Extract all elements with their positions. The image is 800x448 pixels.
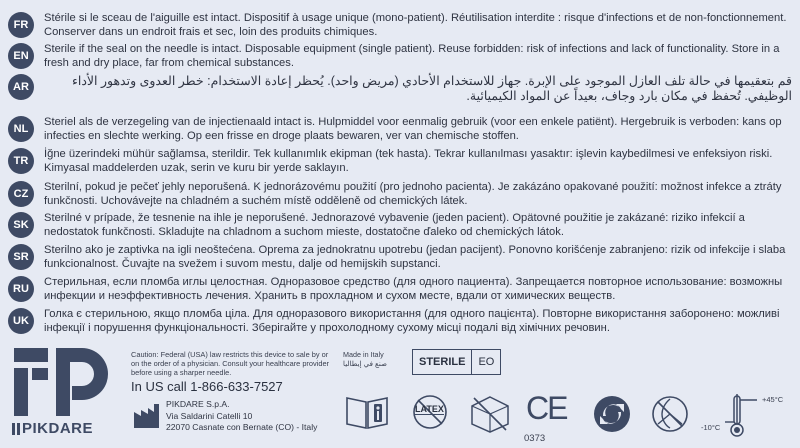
language-badge: NL <box>8 116 34 142</box>
instruction-text: İğne üzerindeki mühür sağlamsa, sterildir. Tek kullanımlık ekipman (tek hasta). Tekrar kullanılması yasaktır: işlevin kaybedilmesi ve enfeksiyon riski. Kimyasal maddelerden uzak, serin ve kuru bir yerde saklayın. <box>44 148 773 174</box>
do-not-use-if-damaged-icon <box>468 394 512 434</box>
latex-free-icon <box>404 394 456 430</box>
do-not-reuse-icon <box>650 394 690 434</box>
ce-mark: CE <box>526 390 567 426</box>
language-badge: AR <box>8 74 34 100</box>
language-badge: CZ <box>8 181 34 207</box>
language-badge: FR <box>8 12 34 38</box>
sterile-eo-symbol <box>412 349 501 375</box>
instruction-text: Sterilní, pokud je pečeť jehly neporušená. K jednorázovému použití (pro jednoho pacienta). Je zakázáno opakované použití: možnost infekce a ztráty funkčnosti. Uchovávejte na chladném a suchém místě odděleně od chemických látek. <box>44 181 782 207</box>
manufacturer-icon <box>132 402 162 430</box>
ce-number: 0373 <box>524 433 546 444</box>
made-in-italy <box>343 350 387 368</box>
consult-instructions-icon <box>344 394 390 430</box>
language-badge: SK <box>8 212 34 238</box>
language-badge: UK <box>8 308 34 334</box>
manufacturer-address <box>166 399 317 434</box>
instruction-text: قم بتعقيمها في حالة تلف العازل الموجود على الإبرة. جهاز للاستخدام الأحادي (مريض واحد). يُحظر إعادة الاستخدام: خطر العدوى وتدهور الأداء الوظيفي. تُحفظ في مكان بارد وجاف، بعيداً عن المواد الكيميائية. <box>71 74 792 103</box>
temperature-min: -10°C <box>701 423 721 432</box>
made-in-en: Made in Italy <box>343 350 384 359</box>
instruction-text: Sterilno ako je zaptivka na igli neoštećena. Oprema za jednokratnu upotrebu (jedan pacijent). Ponovno korišćenje zabranjeno: rizik od infekcije i slaba funkcionalnost. Čuvajte na svežem i suvom mestu, dalje od hemijskih supstanci. <box>44 244 786 270</box>
latex-label: LATEX <box>415 404 444 414</box>
company-street: Via Saldarini Catelli 10 <box>166 410 253 421</box>
phone-text: In US call 1-866-633-7527 <box>131 379 283 394</box>
logo-wordmark: PIKDARE <box>22 420 94 437</box>
language-badge: RU <box>8 276 34 302</box>
temperature-limit-icon <box>725 392 761 438</box>
sterile-method: EO <box>471 350 500 374</box>
made-in-ar: صنع في إيطاليا <box>343 359 388 368</box>
instruction-text: Стерильная, если пломба иглы целостная. Одноразовое средство (для одного пациента). Запрещается повторное использование: возможны инфекции и неэффективность лечения. Хранить в прохладном и сухом месте, вдали от химических веществ. <box>44 276 783 302</box>
instruction-text: Steriel als de verzegeling van de injectienaald intact is. Hulpmiddel voor eenmalig gebruik (voor een enkele patiënt). Hergebruik is verboden: kans op infecties en slechte werking. Op een frisse en droge plaats bewaren, ver van chemische stoffen. <box>44 116 782 142</box>
sterile-label: STERILE <box>419 356 466 368</box>
temperature-max: +45°C <box>762 395 784 404</box>
caution-text: Caution: Federal (USA) law restricts this device to sale by or on the order of a physician. Consult your healthcare provider before using a sharper needle. <box>131 350 330 377</box>
language-badge: TR <box>8 148 34 174</box>
instruction-text: Stérile si le sceau de l'aiguille est intact. Dispositif à usage unique (mono-patient). Réutilisation interdite : risque d'infections et de non-fonctionnement. Conserver dans un endroit frais et sec, loin des produits chimiques. <box>44 12 787 38</box>
language-badge: EN <box>8 43 34 69</box>
language-badge: SR <box>8 244 34 270</box>
recyclable-icon <box>592 394 632 434</box>
logo-bars-icon <box>12 423 20 435</box>
company-city: 22070 Casnate con Bernate (CO) - Italy <box>166 422 318 433</box>
instruction-text: Sterile if the seal on the needle is intact. Disposable equipment (single patient). Reuse forbidden: risk of infections and lack of functionality. Store in a fresh and dry place, far from chemical substances. <box>44 43 780 69</box>
pikdare-logo <box>12 346 112 436</box>
instruction-text: Sterilné v prípade, že tesnenie na ihle je neporušené. Jednorazové vybavenie (jeden pacient). Opätovné použitie je zakázané: riziko infekcií a nedostatok funkčnosti. Skladujte na chladnom a suchom mieste, dostatočne ďaleko od chemických látok. <box>44 212 745 238</box>
instruction-text: Голка є стерильною, якщо пломба ціла. Для одноразового використання (для одного пацієнта). Повторне використання заборонено: можливі інфекції і порушення функціональності. Зберігайте у прохолодному сухому місці подалі від хімічних речовин. <box>44 308 780 334</box>
company-name: PIKDARE S.p.A. <box>166 399 230 409</box>
